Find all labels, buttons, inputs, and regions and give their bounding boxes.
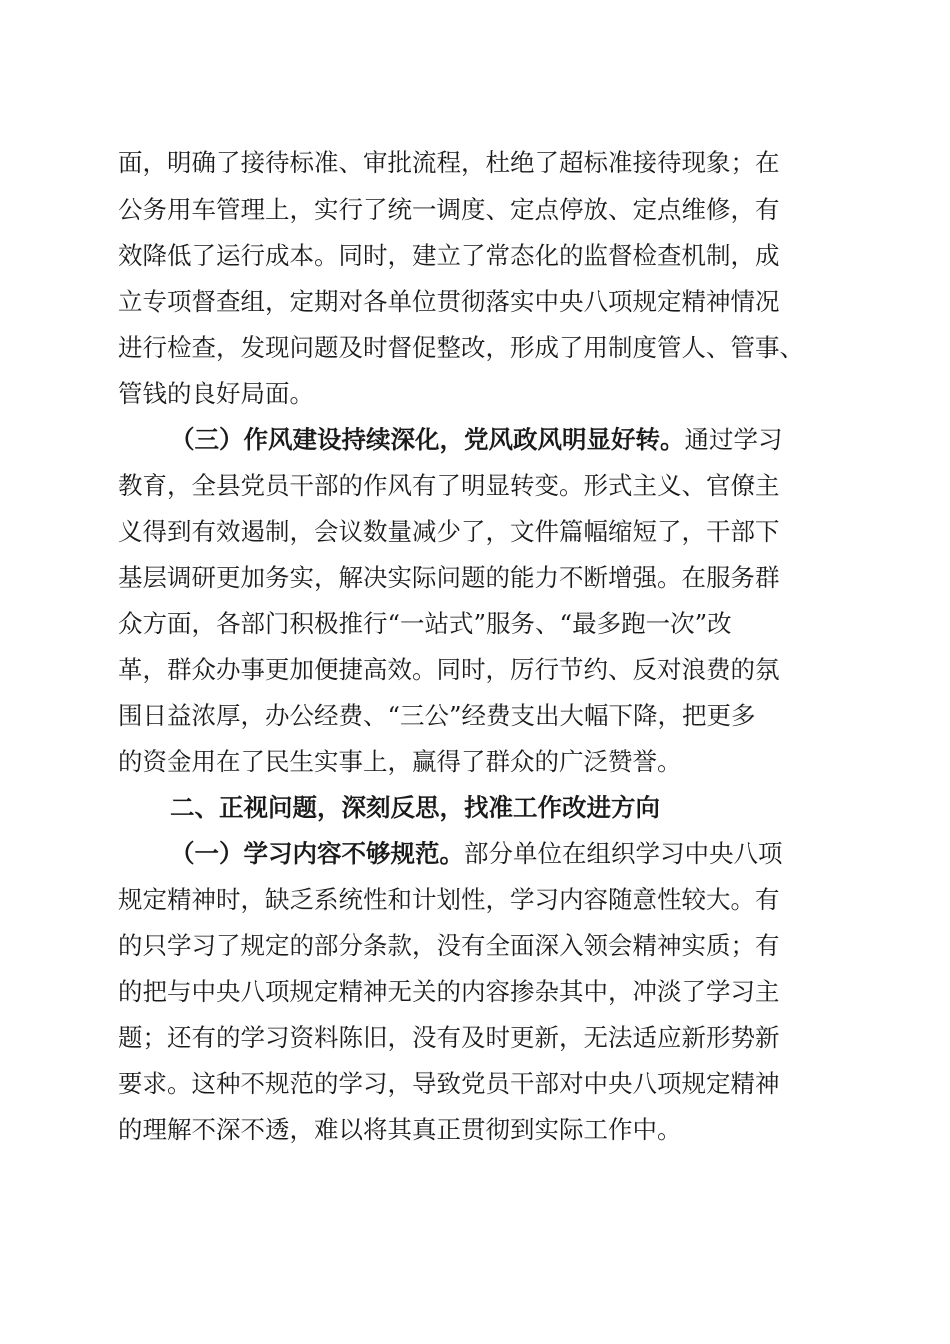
text-line: 的理解不深不透，难以将其真正贯彻到实际工作中。 xyxy=(118,1115,682,1144)
text-line: 公务用车管理上，实行了统一调度、定点停放、定点维修，有 xyxy=(118,195,780,224)
text-line: 义得到有效遏制，会议数量减少了，文件篇幅缩短了，干部下 xyxy=(118,517,780,546)
text-line: 众方面，各部门积极推行“一站式”服务、“最多跑一次”改 xyxy=(118,609,732,638)
paragraph-first-line xyxy=(170,423,783,457)
text-line: 的把与中央八项规定精神无关的内容掺杂其中，冲淡了学习主 xyxy=(118,977,780,1006)
text-line: 规定精神时，缺乏系统性和计划性，学习内容随意性较大。有 xyxy=(118,885,780,914)
text-line: 围日益浓厚，办公经费、“三公”经费支出大幅下降，把更多 xyxy=(118,701,756,730)
text-line: 要求。这种不规范的学习，导致党员干部对中央八项规定精神 xyxy=(118,1069,780,1098)
text-line: 进行检查，发现问题及时督促整改，形成了用制度管人、管事、 xyxy=(118,333,804,362)
text-line: 革，群众办事更加便捷高效。同时，厉行节约、反对浪费的氛 xyxy=(118,655,780,684)
text-line: 题；还有的学习资料陈旧，没有及时更新，无法适应新形势新 xyxy=(118,1023,780,1052)
paragraph-first-line xyxy=(170,837,783,871)
text-line: 效降低了运行成本。同时，建立了常态化的监督检查机制，成 xyxy=(118,241,780,270)
text-line: 的资金用在了民生实事上，赢得了群众的广泛赞誉。 xyxy=(118,747,682,776)
text-line: 基层调研更加务实，解决实际问题的能力不断增强。在服务群 xyxy=(118,563,780,592)
text-line: 立专项督查组，定期对各单位贯彻落实中央八项规定精神情况 xyxy=(118,287,780,316)
text-line: 的只学习了规定的部分条款，没有全面深入领会精神实质；有 xyxy=(118,931,780,960)
text-line: 面，明确了接待标准、审批流程，杜绝了超标准接待现象；在 xyxy=(118,148,780,177)
subsection-heading: （一）学习内容不够规范。 xyxy=(170,839,464,868)
text-run: 通过学习 xyxy=(684,425,783,454)
section-heading: 二、正视问题，深刻反思，找准工作改进方向 xyxy=(170,793,660,822)
text-line: 管钱的良好局面。 xyxy=(118,379,314,408)
subsection-heading: （三）作风建设持续深化，党风政风明显好转。 xyxy=(170,425,685,454)
text-run: 部分单位在组织学习中央八项 xyxy=(464,839,783,868)
text-line: 教育，全县党员干部的作风有了明显转变。形式主义、官僚主 xyxy=(118,471,780,500)
